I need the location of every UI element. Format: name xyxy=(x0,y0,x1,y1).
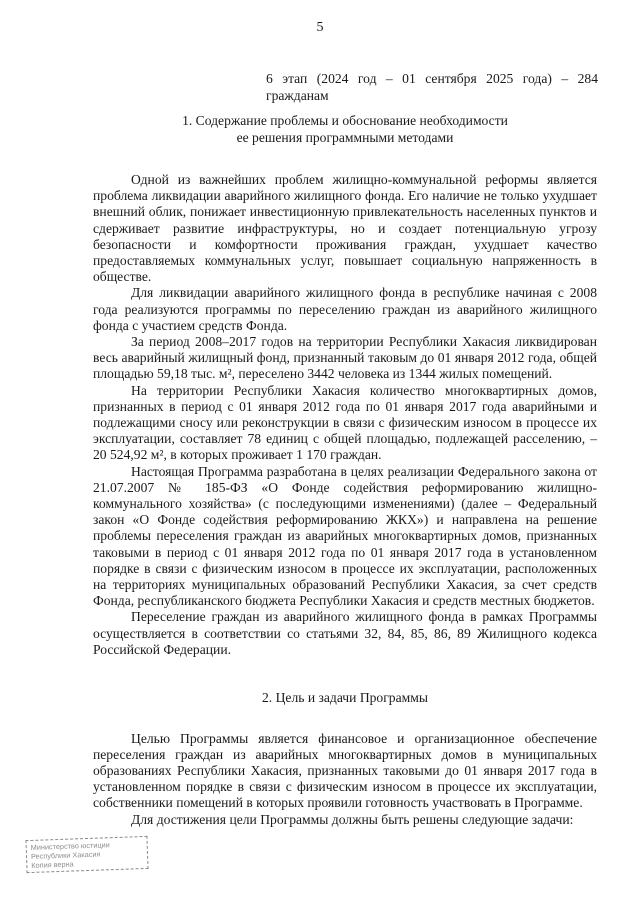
paragraph: За период 2008–2017 годов на территории Республики Хакасия ликвидирован весь аварийный жилищный фонд, признанный таковым до 01 января 2012 года, общей площадью 59,18 тыс. м², переселено 3442 человека из 1344 жилых помещений. xyxy=(93,334,597,382)
paragraph: На территории Республики Хакасия количество многоквартирных домов, признанных в период с 01 января 2012 года по 01 января 2017 года аварийными и подлежащими сносу или реконструкции в связи с физическим износом в процессе их эксплуатации, составляет 78 единиц с общей площадью, подлежащей расселению, – 20 524,92 м², в которых проживает 1 170 граждан. xyxy=(93,382,597,463)
paragraph: Для ликвидации аварийного жилищного фонда в республике начиная с 2008 года реализуются программы по переселению граждан из аварийного жилищного фонда с участием средств Фонда. xyxy=(93,285,597,333)
section-1-title xyxy=(93,113,597,146)
stage-line: 6 этап (2024 год – 01 сентября 2025 года) – 284 гражданам xyxy=(266,71,598,103)
stamp-line: Копия верна xyxy=(31,859,74,870)
section-2-title: 2. Цель и задачи Программы xyxy=(262,690,428,706)
paragraph: Целью Программы является финансовое и организационное обеспечение переселения граждан из аварийных многоквартирных домов в муниципальных образованиях Республики Хакасия, признанных таковыми до 01 января 2017 года в установленном порядке в связи с физическим износом в процессе их эксплуатации, собственники помещений в которых проявили готовность участвовать в Программе. xyxy=(93,730,597,811)
section-1-title-line2: ее решения программными методами xyxy=(236,129,454,145)
stamp-line: Республики Хакасия xyxy=(30,849,101,861)
certification-stamp xyxy=(25,836,148,873)
paragraph: Переселение граждан из аварийного жилищного фонда в рамках Программы осуществляется в соответствии со статьями 32, 84, 85, 86, 89 Жилищного кодекса Российской Федерации. xyxy=(93,609,597,657)
paragraph: Настоящая Программа разработана в целях реализации Федерального закона от 21.07.2007 № 185-ФЗ «О Фонде содействия реформированию жилищно-коммунального хозяйства» (с последующими изменениями) (далее – Федеральный закон «О Фонде содействия реформированию ЖКХ») и направлена на решение проблемы переселения граждан из аварийных многоквартирных домов, признанных таковыми в период с 01 января 2012 года по 01 января 2017 года в установленном порядке в связи с физическим износом в процессе их эксплуатации, расположенных на территориях муниципальных образований Республики Хакасия, за счет средств Фонда, республиканского бюджета Республики Хакасия и средств местных бюджетов. xyxy=(93,463,597,609)
document-body xyxy=(93,113,597,828)
stamp-line: Министерство юстиции xyxy=(30,840,110,852)
paragraph: Для достижения цели Программы должны быть решены следующие задачи: xyxy=(131,811,574,827)
page-number: 5 xyxy=(316,20,324,35)
section-1-title-line1: 1. Содержание проблемы и обоснование необходимости xyxy=(182,113,508,128)
paragraph: Одной из важнейших проблем жилищно-коммунальной реформы является проблема ликвидации аварийного жилищного фонда. Его наличие не только ухудшает внешний облик, понижает инвестиционную привлекательность населенных пунктов и сдерживает развитие инфраструктуры, но и создает потенциальную угрозу безопасности и комфортности проживания граждан, ухудшает качество предоставляемых коммунальных услуг, повышает социальную напряженность в обществе. xyxy=(93,172,597,285)
